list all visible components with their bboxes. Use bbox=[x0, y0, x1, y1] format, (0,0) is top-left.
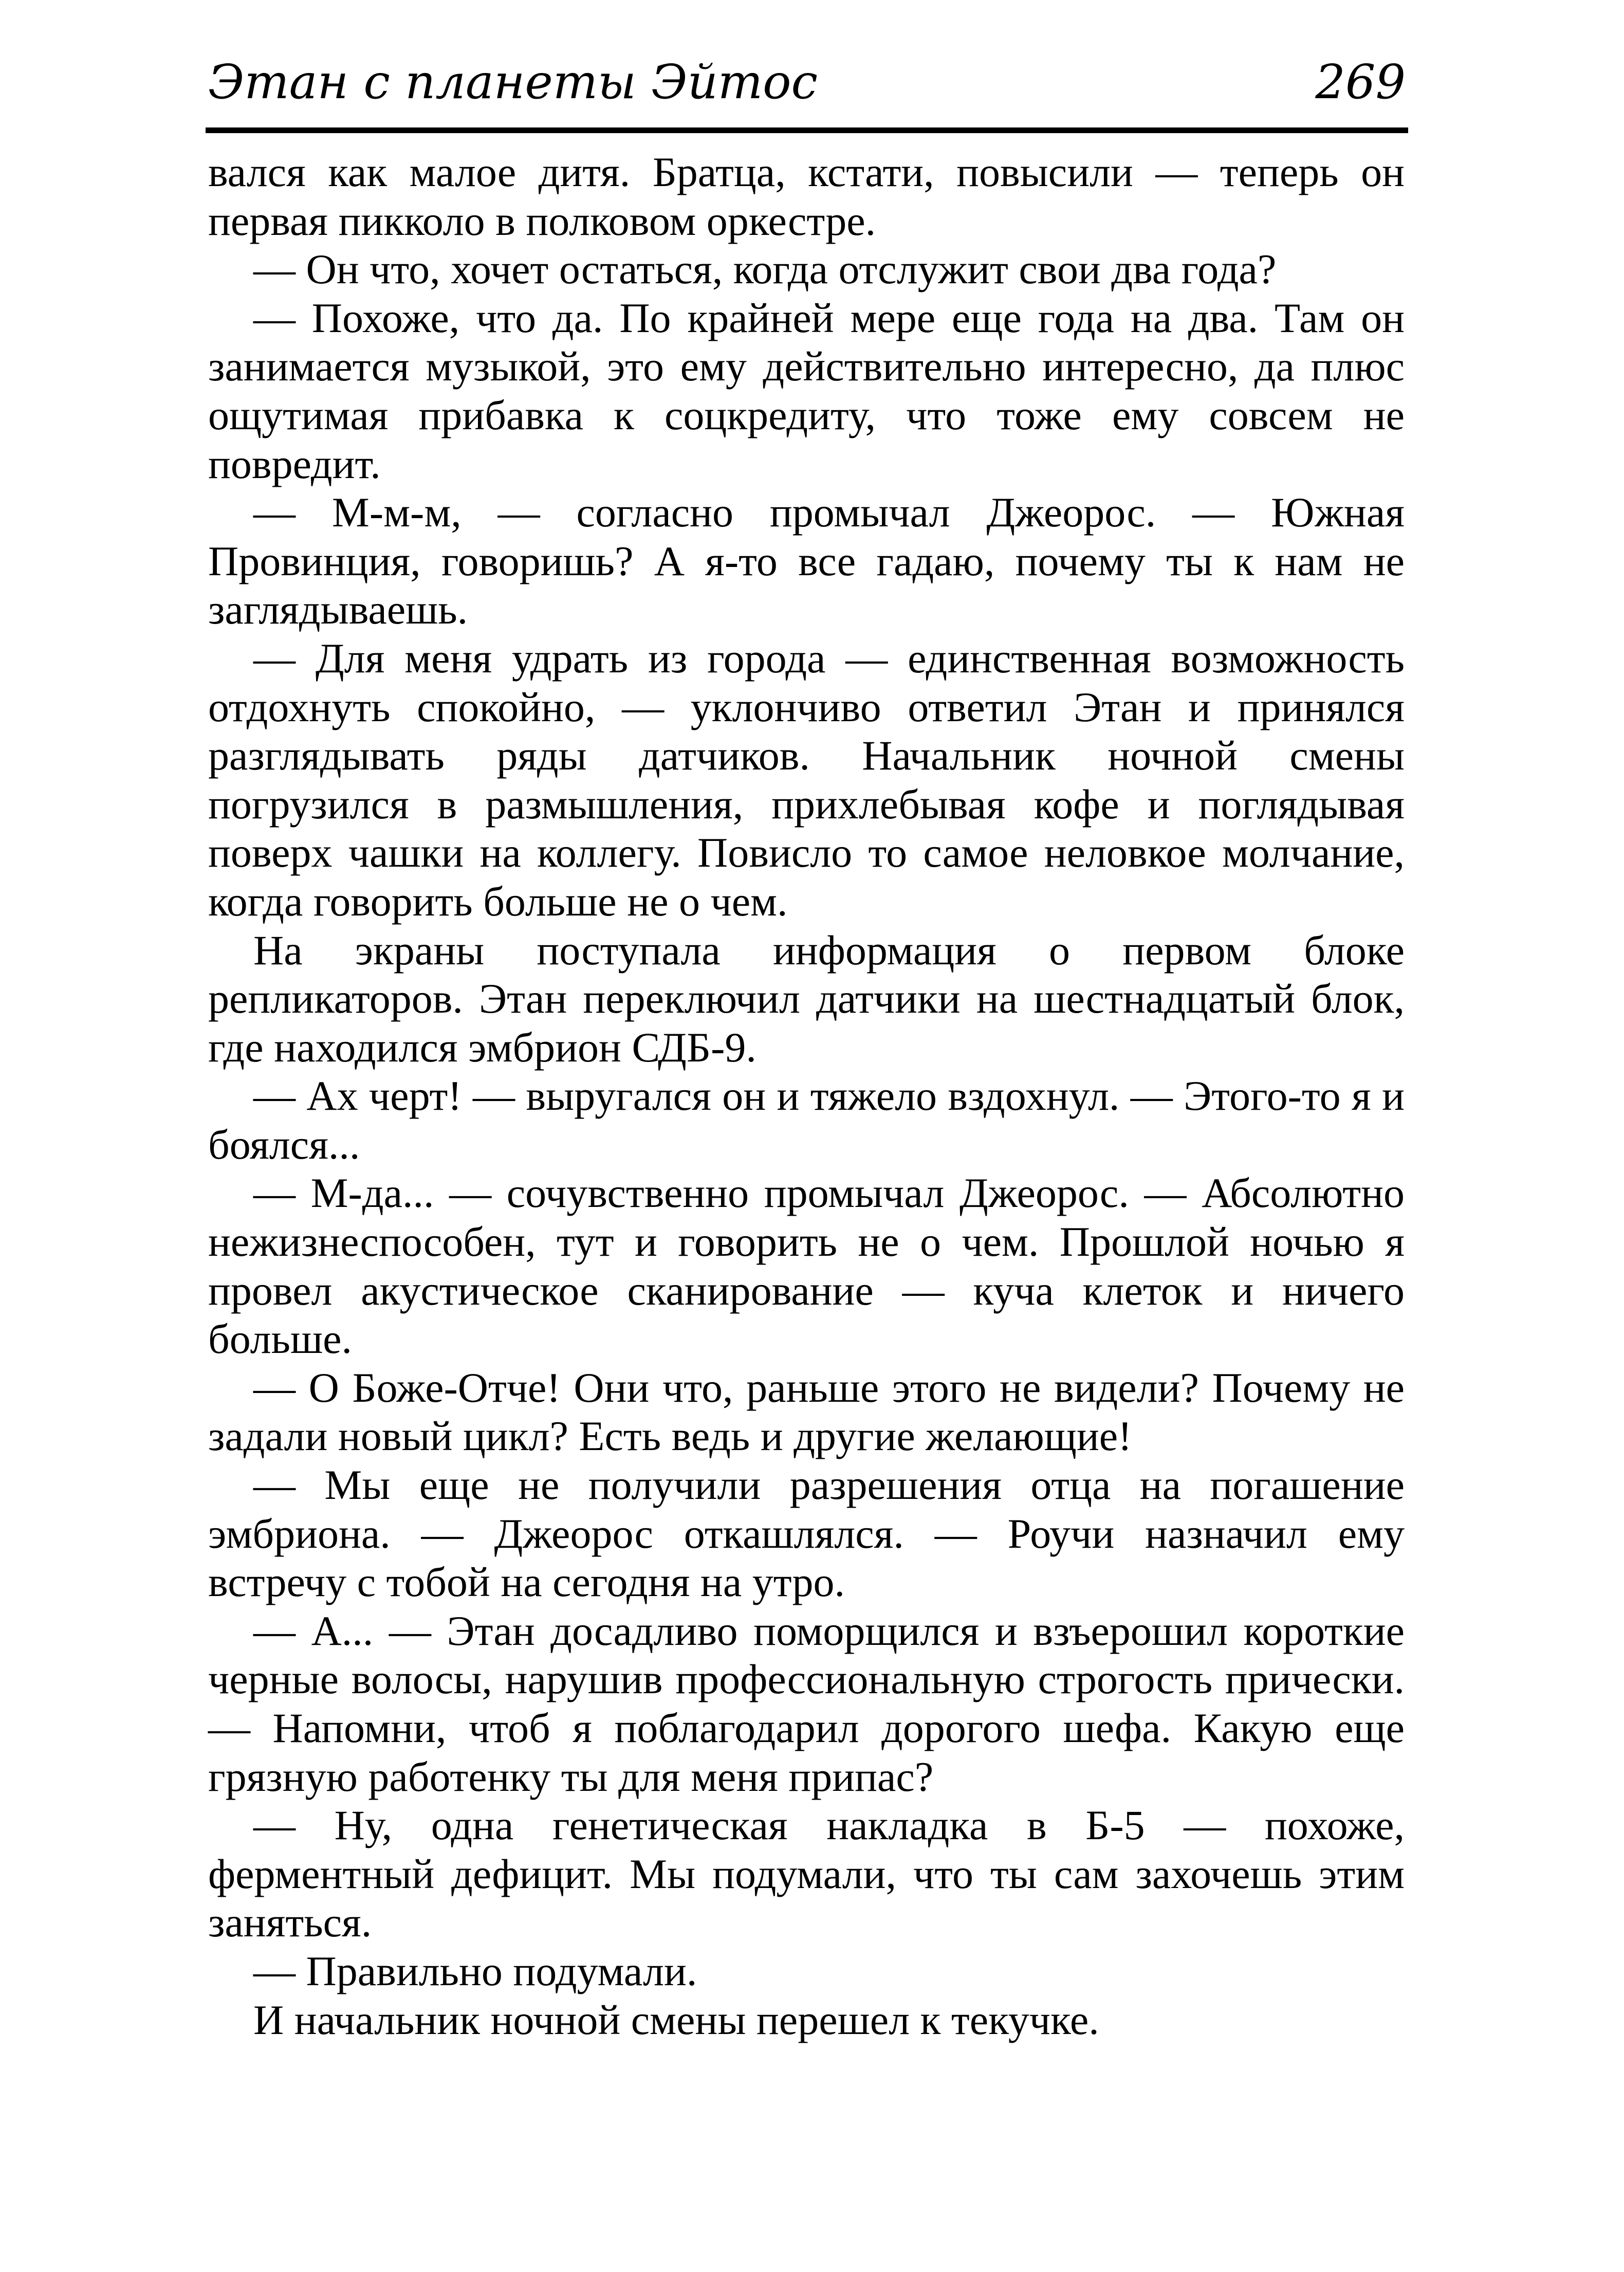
paragraph: — М-м-м, — согласно промычал Джеорос. — Южная Провинция, говоришь? А я-то все гадаю, почему ты к нам не заглядываешь. bbox=[208, 489, 1405, 633]
paragraph: — А... — Этан досадливо поморщился и взъерошил короткие черные волосы, нарушив профессиональную строгость прически. — Напомни, чтоб я поблагодарил дорогого шефа. Какую еще грязную работенку ты для меня припас? bbox=[208, 1607, 1405, 1800]
paragraph: вался как малое дитя. Братца, кстати, повысили — теперь он первая пикколо в полковом оркестре. bbox=[208, 149, 1405, 244]
paragraph: — М-да... — сочувственно промычал Джеорос. — Абсолютно нежизнеспособен, тут и говорить не о чем. Прошлой ночью я провел акустическое сканирование — куча клеток и ничего больше. bbox=[208, 1169, 1405, 1363]
page-number: 269 bbox=[1315, 54, 1406, 109]
body-text bbox=[208, 148, 1405, 2044]
paragraph: — Похоже, что да. По крайней мере еще года на два. Там он занимается музыкой, это ему действительно интересно, да плюс ощутимая прибавка к соцкредиту, что тоже ему совсем не повредит. bbox=[208, 294, 1405, 487]
paragraph: — Мы еще не получили разрешения отца на погашение эмбриона. — Джеорос откашлялся. — Роучи назначил ему встречу с тобой на сегодня на утро. bbox=[208, 1461, 1405, 1606]
running-header bbox=[208, 49, 1406, 116]
header-rule bbox=[206, 127, 1408, 133]
paragraph: — Для меня удрать из города — единственная возможность отдохнуть спокойно, — уклончиво ответил Этан и принялся разглядывать ряды датчиков. Начальник ночной смены погрузился в размышления, прихлебывая кофе и поглядывая поверх чашки на коллегу. Повисло то самое неловкое молчание, когда говорить больше не о чем. bbox=[208, 634, 1405, 925]
paragraph: — О Боже-Отче! Они что, раньше этого не видели? Почему не задали новый цикл? Есть ведь и другие желающие! bbox=[208, 1364, 1405, 1460]
paragraph: На экраны поступала информация о первом блоке репликаторов. Этан переключил датчики на шестнадцатый блок, где находился эмбрион СДБ-9. bbox=[208, 926, 1405, 1071]
paragraph: — Ах черт! — выругался он и тяжело вздохнул. — Этого-то я и боялся... bbox=[208, 1072, 1405, 1168]
paragraph: — Он что, хочет остаться, когда отслужит свои два года? bbox=[253, 246, 1277, 293]
paragraph: — Правильно подумали. bbox=[253, 1947, 697, 1994]
paragraph: И начальник ночной смены перешел к текучке. bbox=[253, 1996, 1099, 2043]
paragraph: — Ну, одна генетическая накладка в Б-5 — похоже, ферментный дефицит. Мы подумали, что ты сам захочешь этим заняться. bbox=[208, 1802, 1405, 1946]
running-title: Этан с планеты Эйтос bbox=[208, 54, 818, 109]
